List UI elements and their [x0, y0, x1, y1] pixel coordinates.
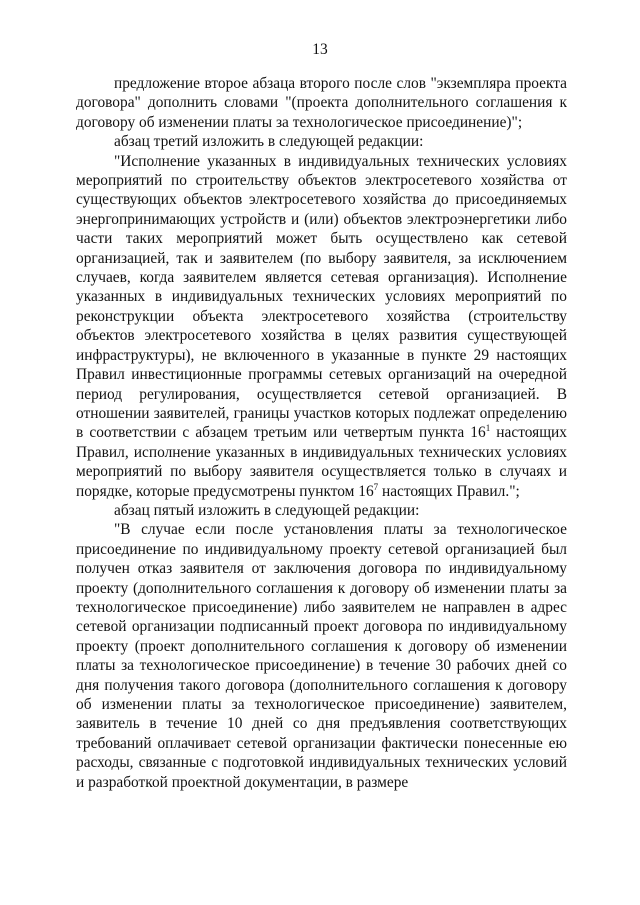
paragraph-text: "Исполнение указанных в индивидуальных технических условиях мероприятий по строительству объектов электросетевого хозяйства от существующих объектов электросетевого хозяйства до присоединяемых энергопринимающих устройств и (или) объектов электроэнергетики либо части таких мероприятий может быть осуществлено как сетевой организацией, так и заявителем (по выбору заявителя, за исключением случаев, когда заявителем является сетевая организация). Исполнение указанных в индивидуальных технических условиях мероприятий по реконструкции объекта электросетевого хозяйства (строительству объектов электросетевого хозяйства в целях развития существующей инфраструктуры), не включенного в указанные в пункте 29 настоящих Правил инвестиционные программы сетевых организаций на очередной период регулирования, осуществляется сетевой организацией. В отношении заявителей, границы участков которых подлежат определению в соответствии с абзацем третьим или четвертым пункта 16	[76, 152, 567, 442]
paragraph-text: "В случае если после установления платы за технологическое присоединение по индивидуальному проекту сетевой организацией был получен отказ заявителя от заключения договора по индивидуальному проекту (дополнительного соглашения к договору об изменении платы за технологическое присоединение) либо заявителем не направлен в адрес сетевой организации подписанный проект договора по индивидуальному проекту (проект дополнительного соглашения к договору об изменении платы за технологическое присоединение) в течение 30 рабочих дней со дня получения такого договора (дополнительного соглашения к договору об изменении платы за технологическое присоединение) заявителем, заявитель в течение 10 дней со дня предъявления соответствующих требований оплачивает сетевой организации фактически понесенные ею расходы, связанные с подготовкой индивидуальных технических условий и разработкой проектной документации, в размере	[76, 521, 567, 791]
superscript-index: 1	[485, 423, 491, 434]
superscript-index: 7	[373, 481, 379, 492]
document-paragraph	[76, 501, 567, 520]
paragraph-text: предложение второе абзаца второго после слов "экземпляра проекта договора" дополнить словами "(проекта дополнительного соглашения к договору об изменении платы за технологическое присоединение)";	[76, 75, 567, 131]
paragraph-text: абзац пятый изложить в следующей редакции:	[114, 501, 420, 519]
paragraph-text: настоящих Правил, исполнение указанных в индивидуальных технических условиях мероприятий по выбору заявителя осуществляется только в случаях и порядке, которые предусмотрены пунктом 16	[76, 424, 567, 500]
document-paragraph	[76, 74, 567, 132]
document-paragraph	[76, 132, 567, 151]
document-body	[76, 74, 567, 792]
paragraph-text: настоящих Правил.";	[378, 482, 520, 500]
paragraph-text: абзац третий изложить в следующей редакции:	[114, 133, 424, 151]
document-paragraph	[76, 520, 567, 792]
document-paragraph	[76, 152, 567, 501]
page-number: 13	[312, 41, 328, 58]
